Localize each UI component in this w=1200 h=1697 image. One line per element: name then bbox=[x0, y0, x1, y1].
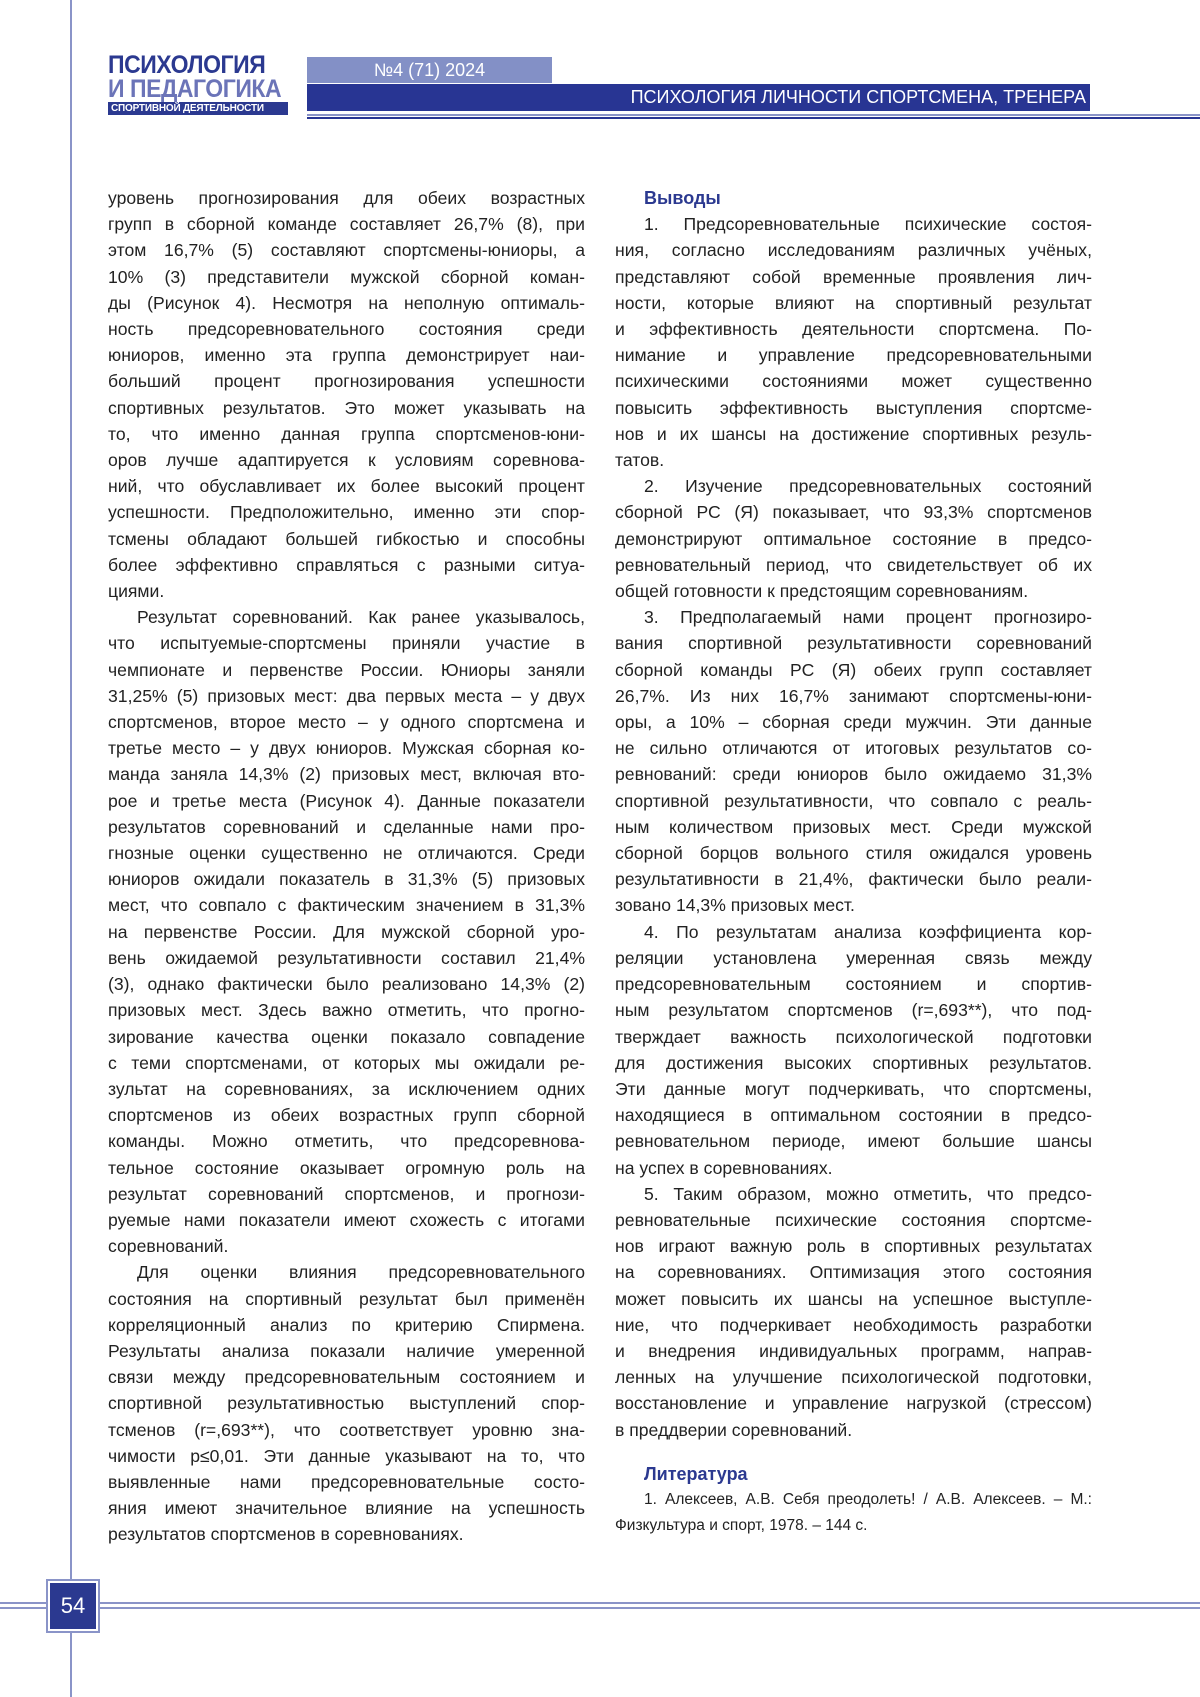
page-number: 54 bbox=[48, 1581, 98, 1631]
text-line: 2. Изучение предсоревновательных состояний bbox=[615, 473, 1092, 499]
text-line: ности, которые влияют на спортивный результат bbox=[615, 290, 1092, 316]
text-line: сборной команды РС (Я) обеих групп составляет bbox=[615, 657, 1092, 683]
text-line: на первенстве России. Для мужской сборной уро- bbox=[108, 919, 585, 945]
section-title: ПСИХОЛОГИЯ ЛИЧНОСТИ СПОРТСМЕНА, ТРЕНЕРА bbox=[307, 84, 1090, 111]
text-line: 4. По результатам анализа коэффициента кор- bbox=[615, 919, 1092, 945]
text-line: зультат на соревнованиях, за исключением одних bbox=[108, 1076, 585, 1102]
text-line: ревнований: среди юниоров было ожидаемо 31,3% bbox=[615, 761, 1092, 787]
text-line: не сильно отличаются от итоговых результатов со- bbox=[615, 735, 1092, 761]
text-line: повысить эффективность выступления спортсме- bbox=[615, 395, 1092, 421]
text-line: сборной РС (Я) показывает, что 93,3% спортсменов bbox=[615, 499, 1092, 525]
text-line: мест, что совпало с фактическим значением в 31,3% bbox=[108, 892, 585, 918]
text-line: уровень прогнозирования для обеих возрастных bbox=[108, 185, 585, 211]
text-line: на успех в соревнованиях. bbox=[615, 1155, 1092, 1181]
text-line: команды. Можно отметить, что предсоревнова- bbox=[108, 1128, 585, 1154]
references-list bbox=[615, 1487, 1092, 1539]
text-line: демонстрируют оптимальное состояние в предсо- bbox=[615, 526, 1092, 552]
logo-line-1: ПСИХОЛОГИЯ bbox=[108, 53, 275, 78]
bottom-frame-rule bbox=[0, 1602, 1200, 1604]
text-line: результат соревнований спортсменов, и прогнози- bbox=[108, 1181, 585, 1207]
text-line: яния имеют значительное влияние на успешность bbox=[108, 1495, 585, 1521]
text-line: что испытуемые-спортсмены приняли участие в bbox=[108, 630, 585, 656]
text-line: ды (Рисунок 4). Несмотря на неполную оптималь- bbox=[108, 290, 585, 316]
text-line: рое и третье места (Рисунок 4). Данные показатели bbox=[108, 788, 585, 814]
conclusion-item bbox=[615, 211, 1092, 473]
conclusion-item bbox=[615, 604, 1092, 918]
text-line: тсменов (r=,693**), что соответствует уровню зна- bbox=[108, 1417, 585, 1443]
text-line: 26,7%. Из них 16,7% занимают спортсмены-юни- bbox=[615, 683, 1092, 709]
text-line: руемые нами показатели имеют схожесть с итогами bbox=[108, 1207, 585, 1233]
text-line: более эффективно справляться с разными ситуа- bbox=[108, 552, 585, 578]
text-line: юниоров, именно эта группа демонстрирует наи- bbox=[108, 342, 585, 368]
text-line: спортсменов, второе место – у одного спортсмена и bbox=[108, 709, 585, 735]
text-line: в преддверии соревнований. bbox=[615, 1417, 1092, 1443]
text-line: соревнований. bbox=[108, 1233, 585, 1259]
text-line: восстановление и управление нагрузкой (стрессом) bbox=[615, 1390, 1092, 1416]
text-line: зовано 14,3% призовых мест. bbox=[615, 892, 1092, 918]
text-line: то, что именно данная группа спортсменов-юни- bbox=[108, 421, 585, 447]
text-line: вания спортивной результативности соревнований bbox=[615, 630, 1092, 656]
text-line: тельное состояние оказывает огромную роль на bbox=[108, 1155, 585, 1181]
text-line: успешности. Предположительно, именно эти спор- bbox=[108, 499, 585, 525]
text-line: для достижения высоких спортивных результатов. bbox=[615, 1050, 1092, 1076]
text-line: связи между предсоревновательным состоянием и bbox=[108, 1364, 585, 1390]
text-line: 3. Предполагаемый нами процент прогнозиро- bbox=[615, 604, 1092, 630]
text-line: групп в сборной команде составляет 26,7% (8), при bbox=[108, 211, 585, 237]
text-line: оров лучше адаптируется к условиям соревнова- bbox=[108, 447, 585, 473]
issue-number: №4 (71) 2024 bbox=[307, 57, 552, 83]
text-line: Эти данные могут подчеркивать, что спортсмены, bbox=[615, 1076, 1092, 1102]
logo-line-2: И ПЕДАГОГИКА bbox=[108, 78, 275, 101]
text-line: больший процент прогнозирования успешности bbox=[108, 368, 585, 394]
header-rule bbox=[307, 114, 1200, 116]
text-line: ревновательные психические состояния спортсме- bbox=[615, 1207, 1092, 1233]
text-line: циями. bbox=[108, 578, 585, 604]
text-line: Для оценки влияния предсоревновательного bbox=[108, 1259, 585, 1285]
text-line: (3), однако фактически было реализовано 14,3% (2) bbox=[108, 971, 585, 997]
text-line: 10% (3) представители мужской сборной коман- bbox=[108, 264, 585, 290]
reference-item bbox=[615, 1487, 1092, 1539]
text-line: тсмены обладают большей гибкостью и способны bbox=[108, 526, 585, 552]
text-line: результатов спортсменов в соревнованиях. bbox=[108, 1521, 585, 1547]
text-line: спортивных результатов. Это может указывать на bbox=[108, 395, 585, 421]
text-line: 5. Таким образом, можно отметить, что предсо- bbox=[615, 1181, 1092, 1207]
text-line: 31,25% (5) призовых мест: два первых места – у двух bbox=[108, 683, 585, 709]
text-line: юниоров ожидали показатель в 31,3% (5) призовых bbox=[108, 866, 585, 892]
text-line: ность предсоревновательного состояния среди bbox=[108, 316, 585, 342]
text-line: реляции установлена умеренная связь между bbox=[615, 945, 1092, 971]
text-line: тверждает важность психологической подготовки bbox=[615, 1024, 1092, 1050]
text-line: оры, а 10% – сборная среди мужчин. Эти данные bbox=[615, 709, 1092, 735]
text-line: ние, что подчеркивает необходимость разработки bbox=[615, 1312, 1092, 1338]
text-line: сборной борцов вольного стиля ожидался уровень bbox=[615, 840, 1092, 866]
left-frame-gap bbox=[72, 0, 77, 1697]
text-line: состояния на спортивный результат был применён bbox=[108, 1286, 585, 1312]
text-line: и внедрения индивидуальных программ, направ- bbox=[615, 1338, 1092, 1364]
text-line: вень ожидаемой результативности составил 21,4% bbox=[108, 945, 585, 971]
text-line: Результат соревнований. Как ранее указывалось, bbox=[108, 604, 585, 630]
text-line: с теми спортсменами, от которых мы ожидали ре- bbox=[108, 1050, 585, 1076]
text-line: 1. Предсоревновательные психические состоя- bbox=[615, 211, 1092, 237]
text-line: ревновательном периоде, имеют большие шансы bbox=[615, 1128, 1092, 1154]
conclusion-item bbox=[615, 473, 1092, 604]
text-line: на соревнованиях. Оптимизация этого состояния bbox=[615, 1259, 1092, 1285]
text-line: ленных на улучшение психологической подготовки, bbox=[615, 1364, 1092, 1390]
conclusions-body bbox=[615, 211, 1092, 1443]
text-line: предсоревновательным состоянием и спортив- bbox=[615, 971, 1092, 997]
references-heading: Литература bbox=[615, 1461, 1092, 1487]
text-line: ным результатом спортсменов (r=,693**), что под- bbox=[615, 997, 1092, 1023]
text-line: манда заняла 14,3% (2) призовых мест, включая вто- bbox=[108, 761, 585, 787]
text-line: находящиеся в оптимальном состоянии в предсо- bbox=[615, 1102, 1092, 1128]
text-line: призовых мест. Здесь важно отметить, что прогно- bbox=[108, 997, 585, 1023]
text-line: общей готовности к предстоящим соревнованиям. bbox=[615, 578, 1092, 604]
journal-logo bbox=[108, 53, 290, 115]
text-line: нов играют важную роль в спортивных результатах bbox=[615, 1233, 1092, 1259]
text-line: может повысить их шансы на успешное выступле- bbox=[615, 1286, 1092, 1312]
text-line: и эффективность деятельности спортсмена. По- bbox=[615, 316, 1092, 342]
text-line: спортивной результативностью выступлений спор- bbox=[108, 1390, 585, 1416]
text-line: Физкультура и спорт, 1978. – 144 с. bbox=[615, 1513, 1092, 1539]
paragraph bbox=[108, 1259, 585, 1547]
text-line: зирование качества оценки показало совпадение bbox=[108, 1024, 585, 1050]
text-line: ния, согласно исследованиям различных учёных, bbox=[615, 237, 1092, 263]
right-column bbox=[615, 185, 1092, 1539]
conclusions-heading: Выводы bbox=[615, 185, 1092, 211]
text-line: ным количеством призовых мест. Среди мужской bbox=[615, 814, 1092, 840]
text-line: чемпионате и первенстве России. Юниоры заняли bbox=[108, 657, 585, 683]
text-line: выявленные нами предсоревновательные состо- bbox=[108, 1469, 585, 1495]
text-line: результативности в 21,4%, фактически было реали- bbox=[615, 866, 1092, 892]
text-line: Результаты анализа показали наличие умеренной bbox=[108, 1338, 585, 1364]
text-line: психическими состояниями может существенно bbox=[615, 368, 1092, 394]
text-line: гнозные оценки существенно не отличаются. Среди bbox=[108, 840, 585, 866]
text-line: представляют собой временные проявления лич- bbox=[615, 264, 1092, 290]
text-line: третье место – у двух юниоров. Мужская сборная ко- bbox=[108, 735, 585, 761]
left-column bbox=[108, 185, 585, 1548]
text-line: нимание и управление предсоревновательными bbox=[615, 342, 1092, 368]
text-line: спортсменов из обеих возрастных групп сборной bbox=[108, 1102, 585, 1128]
paragraph bbox=[108, 604, 585, 1259]
conclusion-item bbox=[615, 1181, 1092, 1443]
paragraph bbox=[108, 185, 585, 604]
text-line: татов. bbox=[615, 447, 1092, 473]
text-line: ревновательный период, что свидетельствует об их bbox=[615, 552, 1092, 578]
text-line: ний, что обуславливает их более высокий процент bbox=[108, 473, 585, 499]
text-line: нов и их шансы на достижение спортивных резуль- bbox=[615, 421, 1092, 447]
text-line: 1. Алексеев, А.В. Себя преодолеть! / А.В. Алексеев. – М.: bbox=[615, 1487, 1092, 1513]
text-line: корреляционный анализ по критерию Спирмена. bbox=[108, 1312, 585, 1338]
text-line: чимости p≤0,01. Эти данные указывают на то, что bbox=[108, 1443, 585, 1469]
text-line: результатов соревнований и сделанные нами про- bbox=[108, 814, 585, 840]
text-line: спортивной результативности, что совпало с реаль- bbox=[615, 788, 1092, 814]
logo-line-3: СПОРТИВНОЙ ДЕЯТЕЛЬНОСТИ bbox=[108, 102, 288, 115]
conclusion-item bbox=[615, 919, 1092, 1181]
text-line: этом 16,7% (5) составляют спортсмены-юниоры, а bbox=[108, 237, 585, 263]
